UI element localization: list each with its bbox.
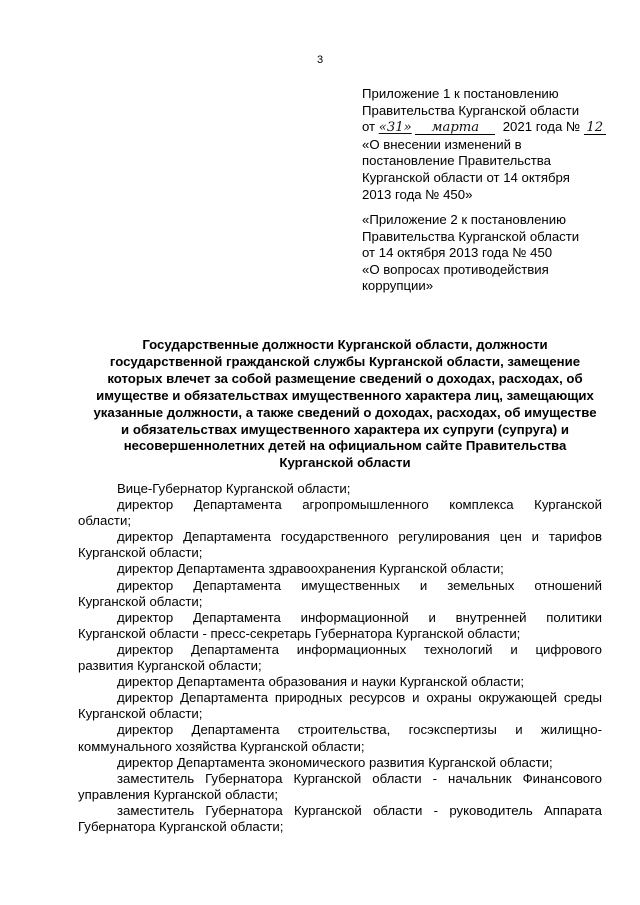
page-number: 3 (316, 54, 324, 66)
appendix-2-line-3: от 14 октября 2013 года № 450 (362, 245, 553, 261)
position-line: заместитель Губернатора Курганской области - начальник Финансового (117, 770, 602, 786)
position-line: директор Департамента экономического развития Курганской области; (117, 754, 553, 770)
position-line: развития Курганской области; (78, 658, 262, 674)
title-line: указанные должности, а также сведений о доходах, расходах, об имуществе (93, 404, 597, 420)
position-line: директор Департамента имущественных и земельных отношений (117, 577, 602, 593)
title-line: имуществе и обязательствах имущественного характера лиц, замещающих (96, 387, 594, 403)
handwritten-day: «31» (378, 120, 412, 136)
appendix-2-line-4: «О вопросах противодействия (362, 261, 549, 277)
position-line: Губернатора Курганской области; (78, 818, 284, 834)
appendix-2-line-1: «Приложение 2 к постановлению (362, 212, 566, 227)
positions-list (78, 481, 602, 835)
title-line: Курганской области (279, 455, 411, 471)
title-line: несовершеннолетних детей на официальном сайте Правительства (123, 438, 567, 454)
position-line: директор Департамента агропромышленного комплекса Курганской (117, 497, 602, 513)
position-line: области; (78, 513, 131, 529)
title-line: государственной гражданской службы Курганской области, замещение (109, 353, 581, 369)
title-line: и обязательствах имущественного характера их супруги (супруга) и (121, 421, 569, 437)
position-line: директор Департамента государственного регулирования цен и тарифов (117, 529, 602, 545)
appendix-1-line-1: Приложение 1 к постановлению (362, 86, 559, 101)
handwritten-month: марта (415, 121, 495, 135)
appendix-1-line-6: Курганской области от 14 октября (362, 169, 570, 185)
date-prefix: от (362, 119, 376, 135)
document-title (78, 337, 612, 472)
position-line: Курганской области; (78, 706, 203, 722)
position-line: Курганской области; (78, 545, 203, 561)
appendix-1-line-5: постановление Правительства (362, 153, 551, 169)
position-line: Вице-Губернатор Курганской области; (117, 481, 351, 496)
appendix-1-header (362, 86, 612, 203)
position-line: директор Департамента природных ресурсов и охраны окружающей среды (117, 690, 602, 706)
position-line: Курганской области - пресс-секретарь Губернатора Курганской области; (78, 625, 521, 641)
position-line: директор Департамента образования и науки Курганской области; (117, 674, 525, 690)
position-line: управления Курганской области; (78, 786, 279, 802)
position-line: заместитель Губернатора Курганской области - руководитель Аппарата (117, 802, 602, 818)
title-line: Государственные должности Курганской области, должности (142, 337, 548, 352)
date-year: 2021 года № (502, 119, 581, 135)
position-line: коммунального хозяйства Курганской области; (78, 738, 365, 754)
position-line: директор Департамента строительства, госэкспертизы и жилищно- (117, 722, 602, 738)
title-line: которых влечет за собой размещение сведений о доходах, расходах, об (107, 370, 583, 386)
appendix-1-line-4: «О внесении изменений в (362, 136, 522, 152)
handwritten-doc-number: 12 (584, 121, 606, 135)
position-line: директор Департамента здравоохранения Курганской области; (117, 561, 504, 577)
position-line: Курганской области; (78, 593, 203, 609)
position-line: директор Департамента информационной и внутренней политики (117, 609, 602, 625)
position-line: директор Департамента информационных технологий и цифрового (117, 641, 602, 657)
appendix-2-header (362, 212, 612, 295)
appendix-1-date-line (362, 119, 612, 137)
appendix-2-line-5: коррупции» (362, 278, 434, 294)
appendix-1-line-2: Правительства Курганской области (362, 102, 580, 118)
appendix-1-line-7: 2013 года № 450» (362, 186, 473, 202)
appendix-2-line-2: Правительства Курганской области (362, 228, 580, 244)
